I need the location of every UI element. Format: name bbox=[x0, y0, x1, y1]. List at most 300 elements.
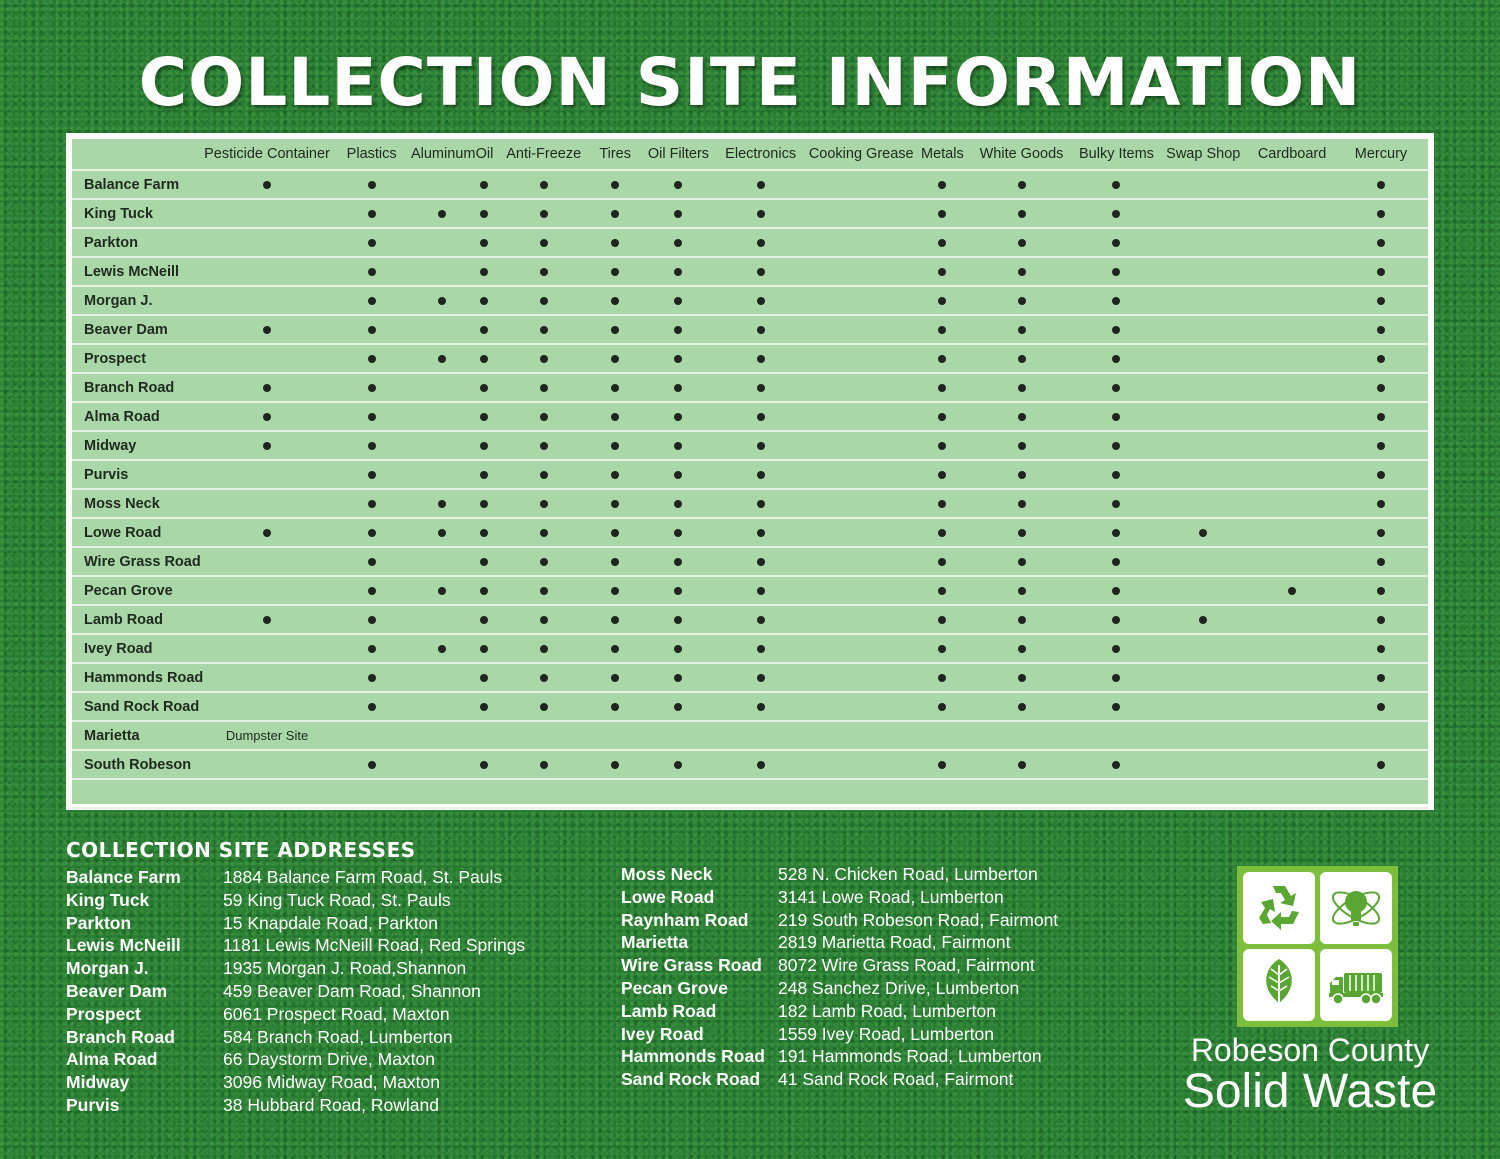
address-row bbox=[66, 934, 586, 957]
available-dot-icon bbox=[1377, 384, 1385, 392]
service-cell bbox=[640, 286, 718, 315]
available-dot-icon bbox=[611, 413, 619, 421]
available-dot-icon bbox=[611, 674, 619, 682]
service-cell bbox=[918, 344, 966, 373]
available-dot-icon bbox=[368, 616, 376, 624]
service-cell bbox=[1156, 489, 1250, 518]
site-name-cell: Lamb Road bbox=[72, 605, 202, 634]
service-cell bbox=[411, 576, 472, 605]
service-cell bbox=[804, 576, 918, 605]
available-dot-icon bbox=[674, 268, 682, 276]
service-cell bbox=[1077, 750, 1157, 779]
address-row bbox=[621, 909, 1121, 932]
service-cell bbox=[497, 431, 591, 460]
service-cell bbox=[966, 605, 1076, 634]
service-cell bbox=[640, 344, 718, 373]
service-cell bbox=[472, 692, 497, 721]
column-header: Oil bbox=[472, 139, 497, 170]
available-dot-icon bbox=[1112, 645, 1120, 653]
table-row bbox=[72, 576, 1428, 605]
address-text: 584 Branch Road, Lumberton bbox=[223, 1026, 453, 1047]
table-row bbox=[72, 431, 1428, 460]
site-name-cell: Alma Road bbox=[72, 402, 202, 431]
available-dot-icon bbox=[540, 703, 548, 711]
service-cell bbox=[1156, 634, 1250, 663]
service-cell bbox=[966, 489, 1076, 518]
service-cell bbox=[717, 431, 804, 460]
service-cell bbox=[332, 431, 411, 460]
available-dot-icon bbox=[674, 239, 682, 247]
available-dot-icon bbox=[1112, 703, 1120, 711]
service-cell bbox=[411, 286, 472, 315]
available-dot-icon bbox=[938, 500, 946, 508]
available-dot-icon bbox=[368, 239, 376, 247]
service-cell bbox=[966, 257, 1076, 286]
site-name-cell: Branch Road bbox=[72, 373, 202, 402]
service-cell bbox=[804, 489, 918, 518]
available-dot-icon bbox=[480, 442, 488, 450]
service-cell bbox=[497, 344, 591, 373]
service-cell bbox=[1156, 663, 1250, 692]
service-cell bbox=[717, 692, 804, 721]
service-cell bbox=[966, 315, 1076, 344]
service-cell bbox=[1250, 228, 1334, 257]
address-site-name: Marietta bbox=[621, 932, 689, 953]
address-row bbox=[66, 1094, 586, 1117]
address-site-name: Raynham Road bbox=[621, 909, 749, 930]
service-cell bbox=[1156, 286, 1250, 315]
service-cell bbox=[804, 228, 918, 257]
available-dot-icon bbox=[674, 761, 682, 769]
service-cell bbox=[918, 199, 966, 228]
available-dot-icon bbox=[1377, 645, 1385, 653]
available-dot-icon bbox=[1377, 326, 1385, 334]
service-cell bbox=[497, 460, 591, 489]
service-cell bbox=[1334, 373, 1428, 402]
available-dot-icon bbox=[1018, 326, 1026, 334]
available-dot-icon bbox=[1112, 761, 1120, 769]
address-site-name: Moss Neck bbox=[621, 864, 713, 884]
service-cell bbox=[717, 605, 804, 634]
address-row bbox=[621, 977, 1121, 1000]
service-cell bbox=[591, 257, 640, 286]
available-dot-icon bbox=[938, 210, 946, 218]
available-dot-icon bbox=[611, 616, 619, 624]
address-site-name: Pecan Grove bbox=[621, 977, 728, 998]
service-cell bbox=[497, 170, 591, 199]
available-dot-icon bbox=[368, 413, 376, 421]
available-dot-icon bbox=[674, 674, 682, 682]
service-cell bbox=[591, 286, 640, 315]
available-dot-icon bbox=[368, 355, 376, 363]
available-dot-icon bbox=[938, 355, 946, 363]
service-cell bbox=[411, 170, 472, 199]
service-cell bbox=[591, 663, 640, 692]
service-cell bbox=[640, 663, 718, 692]
available-dot-icon bbox=[1377, 529, 1385, 537]
available-dot-icon bbox=[938, 384, 946, 392]
address-text: 191 Hammonds Road, Lumberton bbox=[778, 1046, 1042, 1067]
available-dot-icon bbox=[674, 616, 682, 624]
available-dot-icon bbox=[368, 500, 376, 508]
service-cell bbox=[966, 547, 1076, 576]
available-dot-icon bbox=[674, 587, 682, 595]
service-cell bbox=[1077, 402, 1157, 431]
service-cell bbox=[472, 489, 497, 518]
logo-cell-recycle bbox=[1243, 872, 1315, 944]
service-cell bbox=[497, 199, 591, 228]
available-dot-icon bbox=[480, 413, 488, 421]
service-cell bbox=[717, 460, 804, 489]
available-dot-icon bbox=[438, 297, 446, 305]
available-dot-icon bbox=[368, 384, 376, 392]
service-cell bbox=[717, 402, 804, 431]
available-dot-icon bbox=[938, 703, 946, 711]
service-cell bbox=[202, 692, 333, 721]
table-row bbox=[72, 634, 1428, 663]
column-header: White Goods bbox=[966, 139, 1076, 170]
service-cell bbox=[717, 373, 804, 402]
available-dot-icon bbox=[1018, 210, 1026, 218]
service-cell bbox=[1334, 286, 1428, 315]
service-cell bbox=[640, 605, 718, 634]
service-cell bbox=[717, 228, 804, 257]
service-cell bbox=[332, 663, 411, 692]
service-cell bbox=[1077, 228, 1157, 257]
address-site-name: Morgan J. bbox=[66, 958, 149, 979]
table-row bbox=[72, 460, 1428, 489]
available-dot-icon bbox=[1018, 471, 1026, 479]
available-dot-icon bbox=[938, 616, 946, 624]
site-name-cell: King Tuck bbox=[72, 199, 202, 228]
available-dot-icon bbox=[540, 413, 548, 421]
service-cell bbox=[202, 576, 333, 605]
available-dot-icon bbox=[1018, 761, 1026, 769]
address-row bbox=[66, 889, 586, 912]
service-cell bbox=[966, 634, 1076, 663]
available-dot-icon bbox=[540, 326, 548, 334]
service-cell bbox=[1077, 663, 1157, 692]
available-dot-icon bbox=[757, 703, 765, 711]
service-cell bbox=[472, 634, 497, 663]
service-cell bbox=[1334, 228, 1428, 257]
service-cell bbox=[717, 489, 804, 518]
logo-cell-truck bbox=[1320, 949, 1392, 1021]
available-dot-icon bbox=[611, 326, 619, 334]
service-cell bbox=[804, 373, 918, 402]
available-dot-icon bbox=[757, 442, 765, 450]
available-dot-icon bbox=[540, 355, 548, 363]
service-cell bbox=[966, 750, 1076, 779]
available-dot-icon bbox=[480, 326, 488, 334]
service-cell bbox=[1250, 402, 1334, 431]
service-cell bbox=[1334, 634, 1428, 663]
available-dot-icon bbox=[263, 529, 271, 537]
service-cell bbox=[202, 257, 333, 286]
service-cell bbox=[332, 605, 411, 634]
service-cell bbox=[1077, 315, 1157, 344]
service-cell bbox=[1156, 170, 1250, 199]
service-cell bbox=[591, 750, 640, 779]
available-dot-icon bbox=[480, 616, 488, 624]
service-cell bbox=[411, 460, 472, 489]
available-dot-icon bbox=[1112, 616, 1120, 624]
table-row bbox=[72, 489, 1428, 518]
collection-site-table-panel bbox=[72, 139, 1428, 804]
available-dot-icon bbox=[540, 674, 548, 682]
service-cell bbox=[411, 402, 472, 431]
available-dot-icon bbox=[674, 384, 682, 392]
site-name-cell: Morgan J. bbox=[72, 286, 202, 315]
solid-waste-logo bbox=[1237, 866, 1398, 1027]
available-dot-icon bbox=[674, 181, 682, 189]
available-dot-icon bbox=[611, 761, 619, 769]
table-row bbox=[72, 170, 1428, 199]
service-cell bbox=[202, 663, 333, 692]
service-cell bbox=[804, 286, 918, 315]
empty-cells bbox=[72, 779, 1428, 808]
site-name-cell: Prospect bbox=[72, 344, 202, 373]
service-cell bbox=[591, 315, 640, 344]
available-dot-icon bbox=[480, 529, 488, 537]
addresses-list-right bbox=[621, 863, 1121, 1091]
table-row-empty bbox=[72, 779, 1428, 808]
service-cell bbox=[202, 402, 333, 431]
available-dot-icon bbox=[368, 703, 376, 711]
service-cell bbox=[1250, 315, 1334, 344]
available-dot-icon bbox=[368, 326, 376, 334]
service-cell bbox=[1334, 750, 1428, 779]
available-dot-icon bbox=[757, 645, 765, 653]
service-cell bbox=[966, 170, 1076, 199]
service-cell bbox=[591, 605, 640, 634]
service-cell bbox=[966, 344, 1076, 373]
service-cell bbox=[918, 315, 966, 344]
site-name-cell: Lowe Road bbox=[72, 518, 202, 547]
address-site-name: Alma Road bbox=[66, 1049, 158, 1070]
available-dot-icon bbox=[938, 645, 946, 653]
available-dot-icon bbox=[1018, 268, 1026, 276]
empty-cells bbox=[332, 721, 1428, 750]
service-cell bbox=[497, 286, 591, 315]
service-cell bbox=[640, 257, 718, 286]
column-header: Mercury bbox=[1334, 139, 1428, 170]
service-cell bbox=[472, 373, 497, 402]
site-name-cell: Hammonds Road bbox=[72, 663, 202, 692]
service-cell bbox=[497, 605, 591, 634]
site-name-cell: Beaver Dam bbox=[72, 315, 202, 344]
leaf-icon bbox=[1249, 955, 1309, 1015]
available-dot-icon bbox=[1018, 616, 1026, 624]
service-cell bbox=[966, 518, 1076, 547]
service-cell bbox=[202, 431, 333, 460]
service-cell bbox=[591, 431, 640, 460]
service-cell bbox=[1156, 518, 1250, 547]
service-cell bbox=[472, 750, 497, 779]
service-cell bbox=[804, 170, 918, 199]
available-dot-icon bbox=[1018, 674, 1026, 682]
service-cell bbox=[332, 199, 411, 228]
address-row bbox=[621, 1023, 1121, 1046]
service-cell bbox=[591, 692, 640, 721]
available-dot-icon bbox=[438, 529, 446, 537]
service-cell bbox=[804, 460, 918, 489]
address-site-name: Lewis McNeill bbox=[66, 935, 181, 956]
service-cell bbox=[332, 692, 411, 721]
table-row bbox=[72, 199, 1428, 228]
column-header: Electronics bbox=[717, 139, 804, 170]
address-row bbox=[621, 1000, 1121, 1023]
service-cell bbox=[202, 634, 333, 663]
service-cell bbox=[640, 692, 718, 721]
service-cell bbox=[591, 344, 640, 373]
available-dot-icon bbox=[611, 384, 619, 392]
service-cell bbox=[202, 199, 333, 228]
address-text: 3141 Lowe Road, Lumberton bbox=[778, 886, 1004, 907]
available-dot-icon bbox=[1377, 500, 1385, 508]
available-dot-icon bbox=[1018, 384, 1026, 392]
recycle-icon bbox=[1249, 878, 1309, 938]
address-site-name: Purvis bbox=[66, 1094, 120, 1115]
site-name-cell: Midway bbox=[72, 431, 202, 460]
service-cell bbox=[1156, 199, 1250, 228]
address-text: 8072 Wire Grass Road, Fairmont bbox=[778, 955, 1035, 976]
service-cell bbox=[1156, 750, 1250, 779]
garbage-truck-icon bbox=[1326, 955, 1386, 1015]
service-cell bbox=[472, 518, 497, 547]
service-cell bbox=[1250, 170, 1334, 199]
service-cell bbox=[472, 460, 497, 489]
service-cell bbox=[202, 605, 333, 634]
service-cell bbox=[1250, 605, 1334, 634]
available-dot-icon bbox=[480, 703, 488, 711]
service-cell bbox=[717, 286, 804, 315]
available-dot-icon bbox=[674, 210, 682, 218]
available-dot-icon bbox=[611, 558, 619, 566]
available-dot-icon bbox=[1018, 181, 1026, 189]
available-dot-icon bbox=[1199, 616, 1207, 624]
available-dot-icon bbox=[611, 587, 619, 595]
service-cell bbox=[332, 489, 411, 518]
service-cell bbox=[472, 605, 497, 634]
address-text: 1559 Ivey Road, Lumberton bbox=[778, 1023, 994, 1044]
service-cell bbox=[640, 373, 718, 402]
service-cell bbox=[804, 547, 918, 576]
available-dot-icon bbox=[1377, 761, 1385, 769]
available-dot-icon bbox=[1377, 616, 1385, 624]
service-cell bbox=[1334, 605, 1428, 634]
service-cell bbox=[202, 547, 333, 576]
address-row bbox=[621, 863, 1121, 886]
available-dot-icon bbox=[540, 181, 548, 189]
available-dot-icon bbox=[674, 500, 682, 508]
service-cell bbox=[1250, 460, 1334, 489]
address-row bbox=[66, 957, 586, 980]
column-header: Cooking Grease bbox=[804, 139, 918, 170]
service-cell bbox=[497, 402, 591, 431]
service-cell bbox=[918, 547, 966, 576]
service-cell bbox=[411, 518, 472, 547]
available-dot-icon bbox=[540, 471, 548, 479]
service-cell bbox=[411, 547, 472, 576]
service-cell bbox=[332, 228, 411, 257]
service-cell bbox=[202, 518, 333, 547]
available-dot-icon bbox=[368, 181, 376, 189]
addresses-list-left bbox=[66, 866, 586, 1117]
available-dot-icon bbox=[438, 500, 446, 508]
service-cell bbox=[966, 431, 1076, 460]
service-cell bbox=[1334, 547, 1428, 576]
service-cell bbox=[918, 228, 966, 257]
column-header: Swap Shop bbox=[1156, 139, 1250, 170]
site-name-cell: Marietta bbox=[72, 721, 202, 750]
service-cell bbox=[1156, 692, 1250, 721]
service-cell bbox=[411, 228, 472, 257]
available-dot-icon bbox=[757, 413, 765, 421]
address-site-name: King Tuck bbox=[66, 889, 150, 910]
service-cell bbox=[804, 402, 918, 431]
service-cell bbox=[918, 634, 966, 663]
service-cell bbox=[1156, 257, 1250, 286]
brand-name-line1: Robeson County bbox=[1190, 1032, 1430, 1068]
available-dot-icon bbox=[1112, 587, 1120, 595]
service-cell bbox=[332, 315, 411, 344]
available-dot-icon bbox=[368, 558, 376, 566]
site-name-cell: Pecan Grove bbox=[72, 576, 202, 605]
column-header: Metals bbox=[918, 139, 966, 170]
service-cell bbox=[1250, 663, 1334, 692]
service-cell bbox=[640, 547, 718, 576]
service-cell bbox=[966, 663, 1076, 692]
available-dot-icon bbox=[1018, 645, 1026, 653]
available-dot-icon bbox=[1018, 587, 1026, 595]
service-cell bbox=[804, 518, 918, 547]
available-dot-icon bbox=[1377, 297, 1385, 305]
service-cell bbox=[804, 605, 918, 634]
service-cell bbox=[332, 373, 411, 402]
service-cell bbox=[1156, 373, 1250, 402]
table-row bbox=[72, 721, 1428, 750]
available-dot-icon bbox=[1377, 239, 1385, 247]
available-dot-icon bbox=[1377, 268, 1385, 276]
service-cell bbox=[1250, 431, 1334, 460]
available-dot-icon bbox=[757, 181, 765, 189]
service-cell bbox=[966, 286, 1076, 315]
available-dot-icon bbox=[263, 442, 271, 450]
available-dot-icon bbox=[480, 761, 488, 769]
site-name-cell: Parkton bbox=[72, 228, 202, 257]
available-dot-icon bbox=[757, 761, 765, 769]
service-cell bbox=[1156, 431, 1250, 460]
available-dot-icon bbox=[368, 442, 376, 450]
service-cell bbox=[804, 315, 918, 344]
service-cell bbox=[411, 489, 472, 518]
available-dot-icon bbox=[938, 761, 946, 769]
available-dot-icon bbox=[674, 645, 682, 653]
service-cell bbox=[918, 605, 966, 634]
column-header: Pesticide Container bbox=[202, 139, 333, 170]
service-cell bbox=[1077, 547, 1157, 576]
service-cell bbox=[472, 315, 497, 344]
service-cell bbox=[1156, 402, 1250, 431]
service-cell bbox=[1334, 257, 1428, 286]
service-cell bbox=[1334, 460, 1428, 489]
available-dot-icon bbox=[757, 239, 765, 247]
available-dot-icon bbox=[540, 239, 548, 247]
service-cell bbox=[804, 344, 918, 373]
service-cell bbox=[1334, 489, 1428, 518]
service-cell bbox=[411, 373, 472, 402]
